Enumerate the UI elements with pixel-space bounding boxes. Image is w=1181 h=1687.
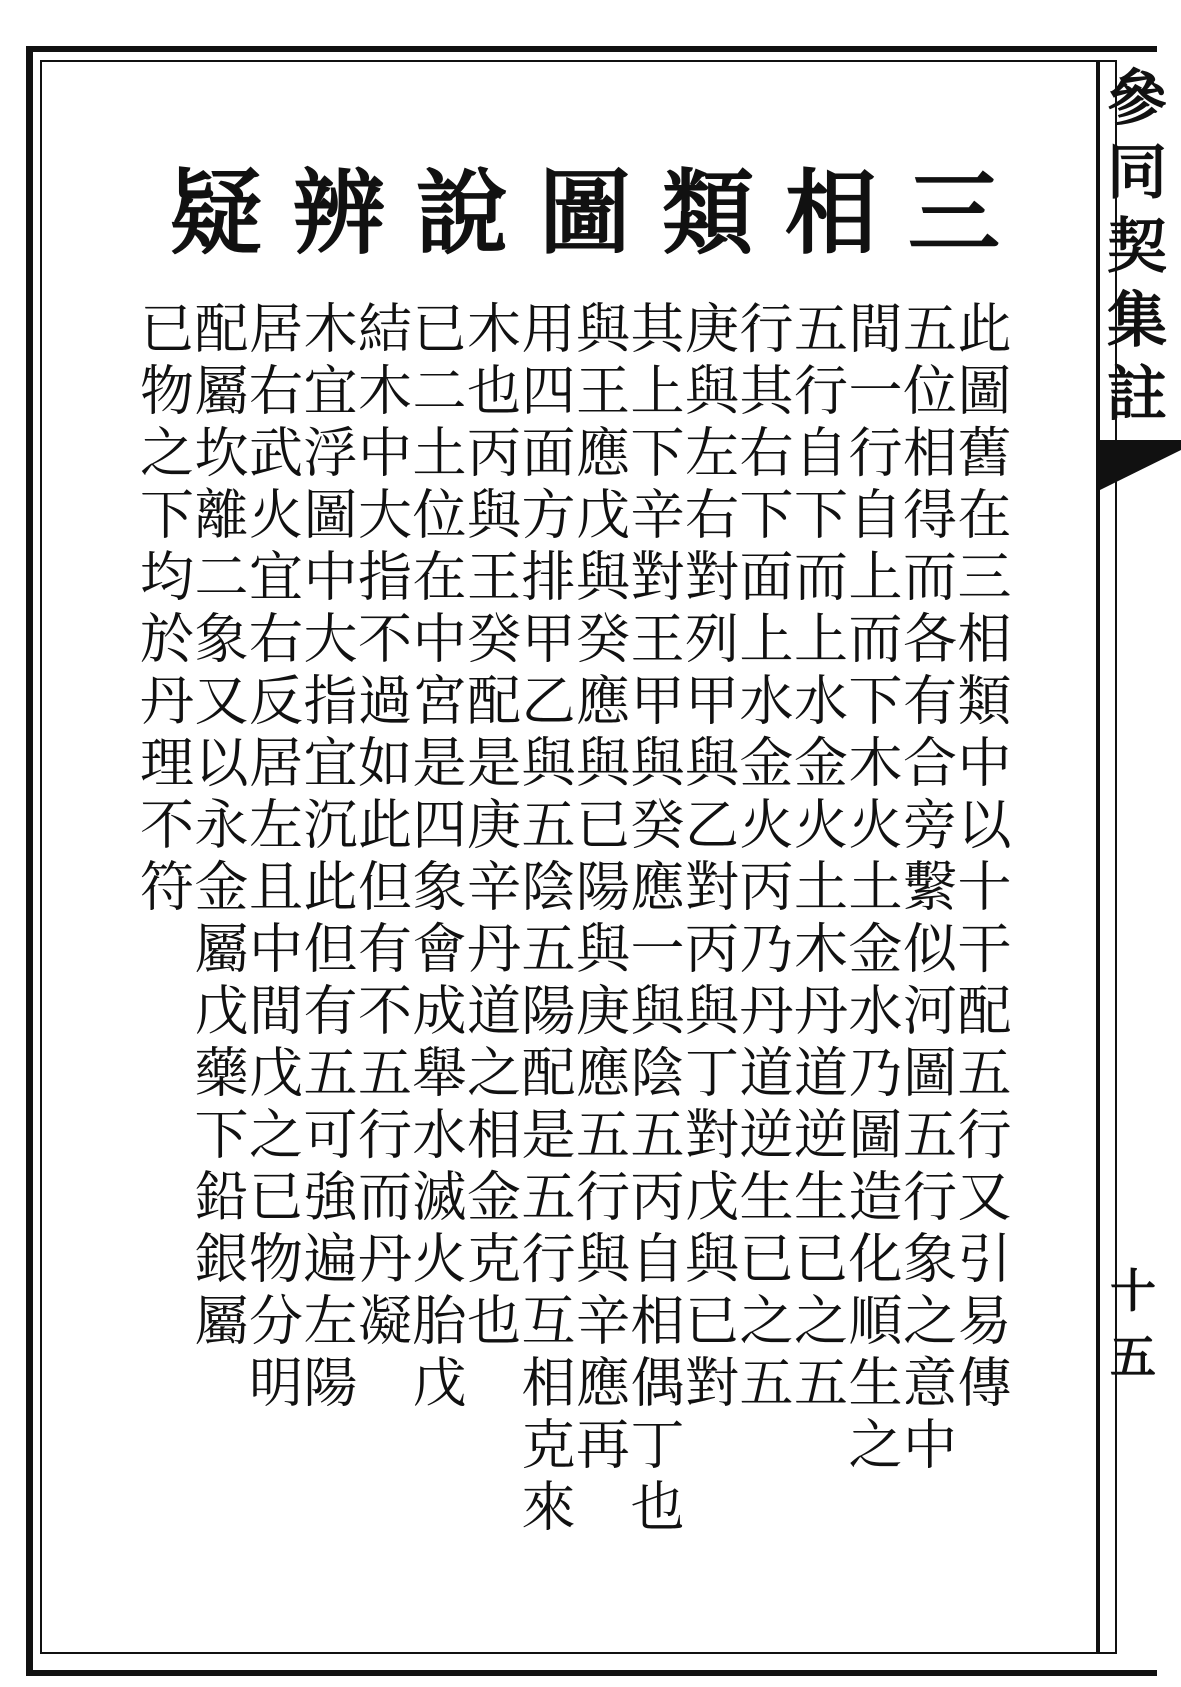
- text-column: [623, 300, 683, 1540]
- text-column: [787, 300, 847, 1416]
- column-text: 五行自下而上水金火土木丹道逆生已之五: [785, 300, 849, 1416]
- title-char: 疑: [170, 159, 263, 267]
- text-column: [732, 300, 792, 1416]
- page-title: [170, 158, 1000, 268]
- column-text: 居右武火宜右反居左且中間戊之已物分明: [240, 300, 304, 1416]
- margin-title-char: 同: [1107, 138, 1167, 208]
- margin-book-title: [1106, 62, 1168, 432]
- column-text: 與王應戊與癸應與已陽與庚應五行與辛應再: [567, 300, 631, 1478]
- column-text: 庚與左右對列甲與乙對丙與丁對戊與已對: [676, 300, 740, 1416]
- text-column: [460, 300, 520, 1354]
- text-column: [841, 300, 901, 1478]
- text-column: [569, 300, 629, 1478]
- column-text: 已物之下均於丹理不符: [131, 300, 195, 920]
- title-char: 圖: [538, 159, 631, 267]
- margin-title-char: 集: [1107, 286, 1167, 356]
- column-text: 其上下辛對王甲與癸應一與陰五丙自相偶丁也: [622, 300, 685, 1540]
- column-text: 五位相得而各有合旁繫似河圖五行象之意中: [894, 300, 958, 1478]
- text-column: [351, 300, 411, 1354]
- title-char: 類: [661, 159, 754, 267]
- text-column: [296, 300, 356, 1416]
- column-text: 行其右下面上水金火丙乃丹道逆生已之五: [731, 300, 794, 1416]
- column-text: 用四面方排甲乙與五陰五陽配是五行互相克來: [513, 300, 576, 1540]
- text-column: [242, 300, 302, 1416]
- title-char: 辨: [292, 159, 385, 267]
- title-char: 說: [415, 159, 508, 267]
- page-number: 十五: [1110, 1264, 1156, 1384]
- column-text: 木宜浮圖中大指宜沉此但有五可強遍左陽: [295, 300, 358, 1416]
- text-column: [187, 300, 247, 1354]
- column-text: 木也丙與王癸配是庚辛丹道之相金克也: [458, 300, 522, 1354]
- body-text: [131, 300, 1012, 1640]
- text-column: [133, 300, 193, 920]
- column-text: 配屬坎離二象又以永金屬戊藥下鉛銀屬: [186, 300, 249, 1354]
- column-text: 結木中大指不過如此但有不五行而丹凝: [349, 300, 413, 1354]
- column-text: 已二土位在中宮是四象會成舉水滅火胎戊: [404, 300, 467, 1416]
- title-char: 三: [907, 159, 1000, 267]
- text-column: [678, 300, 738, 1416]
- text-column: [950, 300, 1010, 1416]
- margin-title-char: 註: [1107, 360, 1167, 430]
- text-column: [514, 300, 574, 1540]
- margin-title-char: 參: [1107, 64, 1167, 134]
- title-char: 相: [784, 159, 877, 267]
- margin-divider: [1096, 60, 1100, 1652]
- text-column: [896, 300, 956, 1478]
- text-column: [405, 300, 465, 1416]
- column-text: 此圖舊在三相類中以十干配五行又引易傳: [949, 300, 1012, 1416]
- margin-title-char: 契: [1107, 212, 1167, 282]
- column-text: 間一行自上而下木火土金水乃圖造化順生之: [840, 300, 903, 1478]
